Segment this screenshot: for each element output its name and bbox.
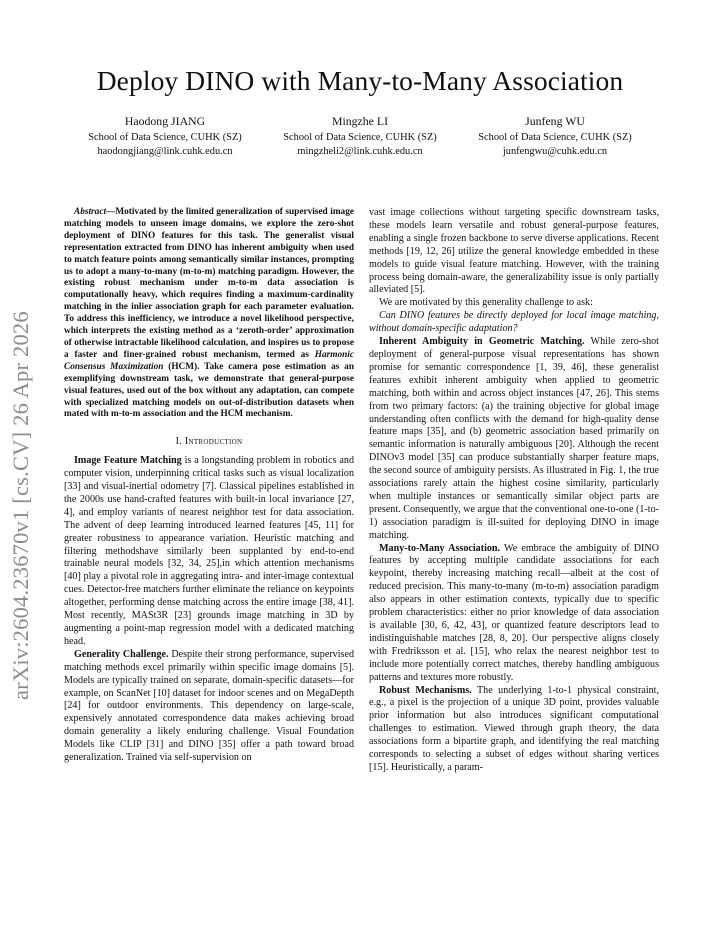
abstract-label: Abstract: [74, 207, 107, 217]
intro-paragraph-4: [369, 543, 659, 685]
paragraph-heading: Image Feature Matching: [74, 455, 182, 467]
left-column: [64, 207, 354, 765]
abstract: [64, 207, 354, 421]
paragraph-text: While zero-shot deployment of general-purpose visual representations has shown promise for semantic correspondence [1, 39, 46], these generalist features exhibit inherent ambiguity when applied to geometric matching, both within and across object instances [47, 26]. This stems from two primary factors: (a) the training objective for global image understanding often conflicts with the demand for high-quality dense feature maps [35], and (b) geometric association based primarily on semantic information is naturally ambiguous [20]. Although the recent DINOv3 model [35] can produce substantially sharper feature maps, the second source of ambiguity persists. As illustrated in Fig. 1, the true associations rarely attain the highest cosine similarity, particularly when multiple instances or semantically similar object parts are present. Consequently, we argue that the conventional one-to-one (1-to-1) association paradigm is ill-suited for deploying DINO in image matching.: [369, 336, 659, 541]
abstract-text-2: (HCM). Take camera pose estimation as an exemplifying downstream task, we demonstrate that general-purpose visual features, used out of the box without any adaptation, can compete with specialized matching models on out-of-distribution datasets when mated with m-to-m association and the HCM mechanism.: [64, 361, 354, 420]
intro-paragraph-3: [369, 336, 659, 543]
author-affiliation: School of Data Science, CUHK (SZ): [478, 131, 632, 143]
paragraph-heading: Inherent Ambiguity in Geometric Matching.: [379, 336, 585, 348]
paragraph-heading: Generality Challenge.: [74, 648, 169, 660]
intro-paragraph-2-continued: vast image collections without targeting specific downstream tasks, these models learn versatile and robust general-purpose features, enabling a single frozen backbone to serve diverse applications. Recent methods [19, 12, 26] utilize the general knowledge embedded in these models to guide visual feature matching. However, with the training process being domain-aware, the generalizability issue is only partially alleviated [5].: [369, 207, 659, 296]
author-name: Mingzhe LI: [331, 114, 389, 128]
author-affiliation: School of Data Science, CUHK (SZ): [88, 131, 242, 143]
intro-paragraph-2: [64, 649, 354, 765]
paragraph-text: The underlying 1-to-1 physical constraint, e.g., a pixel is the projection of a unique 3D point, provides valuable prior information but also introduces significant computational challenges to estimation. Viewed through graph theory, the data associations form a bipartite graph, and identifying the real matching corresponds to selecting a subset of edges without sharing vertices [15]. Heuristically, a param-: [369, 684, 659, 773]
intro-paragraph-1: [64, 455, 354, 649]
paragraph-text: is a longstanding problem in robotics and computer vision, underpinning critical tasks such as visual localization [33] and visual-inertial odometry [7]. Classical pipelines established in the 2000s use hand-crafted features with built-in local invariance [27, 4], and employ variants of nearest neighbor test for data association. The advent of deep learning introduced learned features [45, 11] for greater robustness to appearance variation. Heuristic matching and filtering methodshave similarly been supplanted by end-to-end trainable neural models [32, 34, 25],in which attention mechanisms [40] play a pivotal role in aggregating intra- and inter-image contextual cues. Detector-free matchers further eliminate the reliance on keypoints altogether, performing dense matching across the entire image [38, 41]. Most recently, MASt3R [23] grounds image matching in 3D by augmenting a point-map regression model with a dedicated matching head.: [64, 455, 354, 647]
research-question: Can DINO features be directly deployed for local image matching, without domain-specific adaptation?: [369, 310, 659, 335]
author-affiliation: School of Data Science, CUHK (SZ): [283, 131, 437, 143]
author-name: Haodong JIANG: [124, 114, 206, 128]
author-email[interactable]: haodongjiang@link.cuhk.edu.cn: [97, 145, 233, 157]
author-block-1: [60, 115, 270, 158]
motivation-line: We are motivated by this generality challenge to ask:: [379, 297, 593, 309]
paper-title: Deploy DINO with Many-to-Many Association: [96, 65, 624, 96]
abstract-term: Harmonic Consensus Maximization: [64, 349, 354, 372]
author-email[interactable]: mingzheli2@link.cuhk.edu.cn: [297, 145, 423, 157]
right-column: [369, 207, 659, 775]
paragraph-heading: Robust Mechanisms.: [379, 684, 472, 696]
author-block-2: [255, 115, 465, 158]
arxiv-identifier-stamp: arXiv:2604.23670v1 [cs.CV] 26 Apr 2026: [8, 311, 33, 700]
section-heading-introduction: I. Introduction: [175, 436, 243, 448]
paragraph-text: We embrace the ambiguity of DINO features by accepting multiple candidate associations for each keypoint, thereby increasing matching recall—albeit at the cost of reduced precision. This many-to-many (m-to-m) association paradigm also appears in other estimation contexts, typically due to specific problem characteristics: either no prior knowledge of data association is available [30, 6, 42, 43], or quantized feature descriptors lead to indistinguishable matches [28, 8, 20]. Our perspective aligns closely with Fredriksson et al. [15], who relax the nearest neighbor test to include more potentially correct matches, thereby handling ambiguous patterns and textures more robustly.: [369, 542, 659, 683]
paragraph-heading: Many-to-Many Association.: [379, 542, 501, 554]
paragraph-text: Despite their strong performance, supervised matching methods excel primarily within specific image domains [5]. Models are typically trained on separate, domain-specific datasets—for example, on ScanNet [10] dataset for indoor scenes and on MegaDepth [24] for outdoor environments. This dependency on large-scale, expensively annotated correspondence data makes achieving broad domain generality a likely enduring challenge. Visual Foundation Models like CLIP [31] and DINO [35] offer a path toward broad generalization. Trained via self-supervision on: [64, 648, 354, 764]
abstract-text-1: —Motivated by the limited generalization of supervised image matching models to unseen image domains, we explore the zero-shot deployment of DINO features for this task. The generalist visual representation extracted from DINO has inherent ambiguity when used to match feature points among semantically similar instances, prompting us to adopt a many-to-many (m-to-m) matching paradigm. However, the existing robust mechanism under m-to-m data association is computationally heavy, which requires finding a maximum-cardinality matching in the inlier association graph for each parameter evaluation. To address this inefficiency, we introduce a novel likelihood perspective, which interprets the existing method as a ‘zeroth-order’ approximation of otherwise intractable likelihood calculation, and inspires us to propose a faster and finer-grained robust mechanism, termed as: [64, 207, 354, 360]
author-email[interactable]: junfengwu@cuhk.edu.cn: [502, 145, 608, 157]
intro-paragraph-5: [369, 685, 659, 775]
author-name: Junfeng WU: [525, 114, 585, 128]
author-block-3: [450, 115, 660, 158]
